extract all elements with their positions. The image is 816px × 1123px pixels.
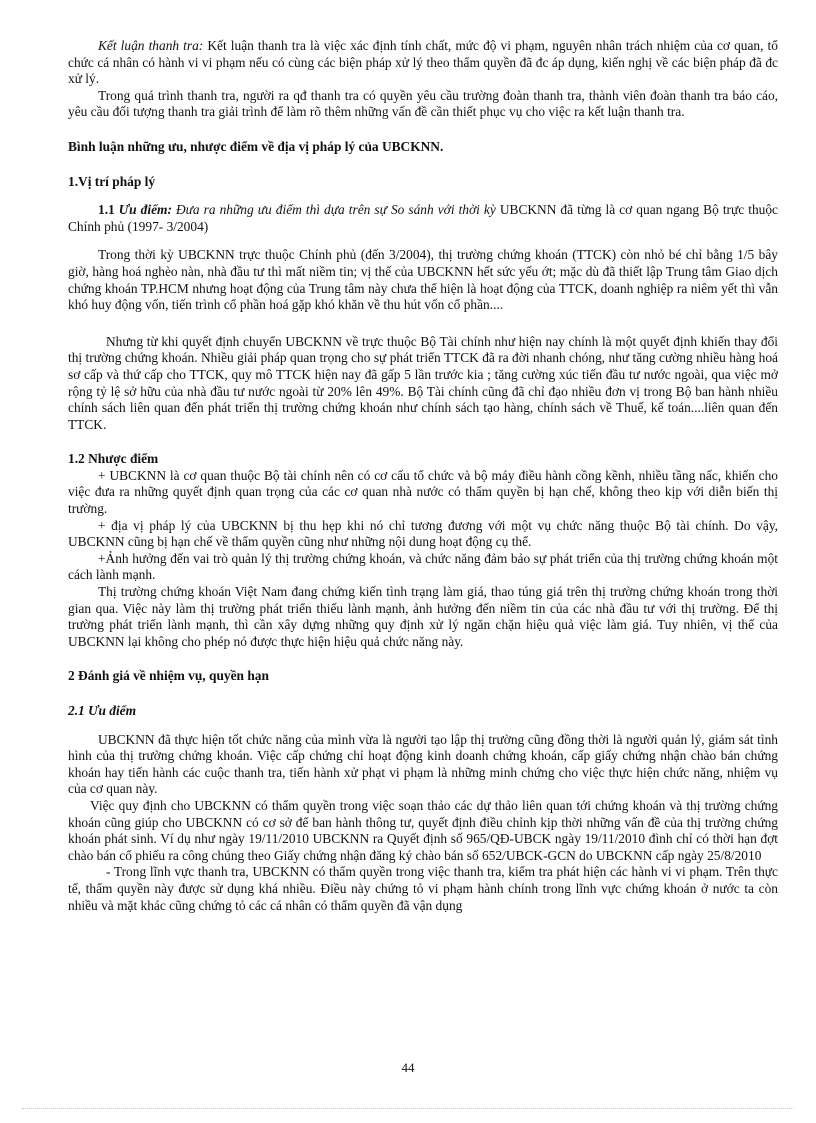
section-heading-1-2: 1.2 Nhược điểm (68, 451, 159, 467)
paragraph-text: Kết luận thanh tra là việc xác định tính chất, mức độ vi phạm, nguyên nhân trách nhiệm của cơ quan, tổ chức cá nhân có hành vi vi phạm nếu có cùng các biện pháp xử lý theo thẩm quyền đã đc áp dụng, kiến nghị về các biện pháp đã đc xử lý. (68, 38, 778, 87)
paragraph-inspection-process: Trong quá trình thanh tra, người ra qđ thanh tra có quyền yêu cầu trường đoàn thanh tra, thành viên đoàn thanh tra báo cáo, yêu cầu đối tượng thanh tra giải trình để làm rõ thêm những vấn đề cần thiết phục vụ cho việc ra kết luận thanh tra. (68, 87, 778, 120)
paragraph-weakness-1: + UBCKNN là cơ quan thuộc Bộ tài chính nên có cơ cấu tổ chức và bộ máy điều hành cồng kềnh, nhiều tầng nấc, khiến cho việc đưa ra những quyết định quan trọng của các cơ quan nhà nước có thẩm quyền bị hạn chế, không theo kịp với diễn biến thị trường. (68, 467, 778, 517)
paragraph-ministry-transfer: Nhưng từ khi quyết định chuyển UBCKNN về trực thuộc Bộ Tài chính như hiện nay chính là một quyết định khiến thay đổi thị trường chứng khoán. Nhiều giải pháp quan trọng cho sự phát triển TTCK đã ra đời nhanh chóng, như tăng cường nhiều hàng hoá sơ cấp và thứ cấp cho TTCK, quy mô TTCK hiện nay đã gấp 5 lần trước kia ; tăng cường xúc tiến đầu tư nước ngoài, qua việc mở rộng tỷ lệ sở hữu của nhà đầu tư nước ngoài từ 20% lên 49%. Bộ Tài chính cũng đã chỉ đạo nhiều đơn vị trong Bộ ban hành nhiều chính sách liên quan đến phát triển thị trường chứng khoán như chính sách tạo hàng, chính sách về Thuế, kế toán....liên quan đến TTCK. (68, 333, 778, 432)
paragraph-functions: UBCKNN đã thực hiện tốt chức năng của mình vừa là người tạo lập thị trường cũng đồng thời là người quản lý, giám sát tình hình của thị trường chứng khoán. Việc cấp chứng chỉ hoạt động kinh doanh chứng khoán, cấp giấy chứng nhận chào bán chứng khoán hay tiến hành các cuộc thanh tra, tiến hành xử phạt vi phạm là những minh chứng cho việc thực hiện chức năng, nhiệm vụ của cơ quan này. (68, 731, 778, 797)
paragraph-inspection-authority: - Trong lĩnh vực thanh tra, UBCKNN có thẩm quyền trong việc thanh tra, kiểm tra phát hiện các hành vi vi phạm. Trên thực tế, thẩm quyền này được sử dụng khá nhiều. Điều này chứng tỏ vi phạm hành chính trong lĩnh vực chứng khoán ở nước ta còn nhiều và mặt khác cũng chứng tỏ các cá nhân có thẩm quyền đã vận dụng (68, 864, 778, 913)
section-heading-1: 1.Vị trí pháp lý (68, 173, 156, 189)
paragraph-market-manipulation: Thị trường chứng khoán Việt Nam đang chứng kiến tình trạng làm giá, thao túng giá trên thị trường chứng khoán trong thời gian qua. Việc này làm thị trường phát triển thiếu lành mạnh, ảnh hưởng đến niềm tin của các nhà đầu tư với thị trường. Để thị trường phát triển lành mạnh, thì cần xây dựng những quy định xử lý ngăn chặn hiệu quả việc làm giá. Tuy nhiên, vị thế của UBCKNN lại không cho phép nó được thực hiện hiệu quả chức năng này. (68, 584, 778, 649)
subsection-label: Ưu điểm: (118, 202, 172, 218)
section-heading-2-1: 2.1 Ưu điểm (68, 703, 137, 718)
paragraph-inspection-conclusion (68, 38, 778, 88)
paragraph-weakness-2: + địa vị pháp lý của UBCKNN bị thu hẹp khi nó chỉ tương đương với một vụ chức năng thuộc Bộ tài chính. Do vậy, UBCKNN cũng bị hạn chế về thẩm quyền cũng như những nội dung hoạt động cụ thể. (68, 517, 778, 550)
subsection-text: UBCKNN đã từng là cơ quan ngang Bộ trực thuộc Chính phủ (1997- 3/2004) (68, 202, 778, 234)
paragraph-early-period: Trong thời kỳ UBCKNN trực thuộc Chính phủ (đến 3/2004), thị trường chứng khoán (TTCK) còn nhỏ bé chỉ bằng 1/5 bây giờ, hàng hoá nghèo nàn, nhà đầu tư thì mất niềm tin; vị thế của UBCKNN hết sức yếu ớt; mặc dù đã thiết lập Trung tâm Giao dịch chứng khoán TP.HCM nhưng hoạt động của Trung tâm này chưa thể hiện là hoạt động của TTCK, doanh nghiệp ra niêm yết thì vẫn khó huy động vốn, tiến trình cổ phần hoá gặp khó khăn về thu hút vốn cổ phần.... (68, 247, 778, 313)
document-page (68, 38, 778, 914)
term-label: Kết luận thanh tra: (98, 38, 204, 53)
subsection-1-1-advantages (68, 202, 778, 235)
section-heading-main: Bình luận những ưu, nhược điểm về địa vị pháp lý của UBCKNN. (68, 138, 444, 154)
paragraph-drafting-authority: Việc quy định cho UBCKNN có thẩm quyền trong việc soạn thảo các dự thảo liên quan tới chứng khoán và thị trường chứng khoán cũng giúp cho UBCKNN có cơ sở để ban hành thông tư, quyết định điều chỉnh kịp thời những vấn đề của thị trường chứng khoán phát sinh. Ví dụ như ngày 19/11/2010 UBCKNN ra Quyết định số 965/QĐ-UBCK ngày 19/11/2010 đình chỉ có thời hạn đợt chào bán cổ phiếu ra công chúng theo Giấy chứng nhận đăng ký chào bán số 652/UBCK-GCN do UBCKNN cấp ngày 25/8/2010 (68, 797, 778, 863)
subsection-italic-text: Đưa ra những ưu điểm thì dựa trên sự So sánh với thời kỳ (171, 202, 496, 218)
page-number: 44 (401, 1060, 415, 1075)
section-heading-2: 2 Đánh giá về nhiệm vụ, quyền hạn (68, 668, 269, 684)
paragraph-weakness-3: +Ảnh hưởng đến vai trò quản lý thị trường chứng khoán, và chức năng đảm bảo sự phát triển của thị trường chứng khoán một cách lành mạnh. (68, 550, 778, 583)
page-bottom-divider (22, 1108, 794, 1109)
subsection-number: 1.1 (98, 202, 115, 218)
